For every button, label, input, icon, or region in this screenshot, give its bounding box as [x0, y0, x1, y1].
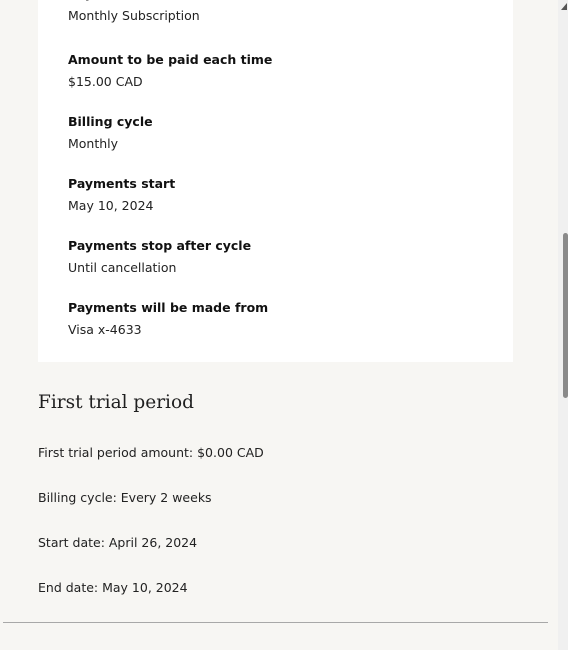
amount-field	[68, 52, 272, 90]
payments-for-value: Monthly Subscription	[68, 8, 200, 23]
payments-stop-label: Payments stop after cycle	[68, 238, 252, 253]
subscription-details-card	[38, 0, 513, 362]
payments-for-label	[68, 0, 200, 2]
billing-cycle-value: Monthly	[68, 136, 119, 151]
billing-cycle-label: Billing cycle	[68, 114, 153, 129]
payment-source-field	[68, 300, 268, 338]
payments-for-field	[68, 0, 200, 24]
triangle-up-icon[interactable]	[560, 2, 568, 12]
payments-stop-value: Until cancellation	[68, 260, 177, 275]
billing-cycle-field	[68, 114, 153, 152]
trial-end-date: End date: May 10, 2024	[38, 580, 188, 595]
section-divider	[3, 622, 548, 623]
amount-value: $15.00 CAD	[68, 74, 143, 89]
payments-start-field	[68, 176, 175, 214]
trial-amount: First trial period amount: $0.00 CAD	[38, 445, 264, 460]
payment-source-label: Payments will be made from	[68, 300, 269, 315]
payment-source-value: Visa x-4633	[68, 322, 142, 337]
trial-billing-cycle: Billing cycle: Every 2 weeks	[38, 490, 212, 505]
payments-stop-field	[68, 238, 251, 276]
amount-label: Amount to be paid each time	[68, 52, 273, 67]
payments-start-label: Payments start	[68, 176, 176, 191]
payments-start-value: May 10, 2024	[68, 198, 154, 213]
scrollbar-thumb[interactable]	[563, 233, 568, 398]
trial-section-title: First trial period	[38, 392, 194, 413]
trial-start-date: Start date: April 26, 2024	[38, 535, 198, 550]
